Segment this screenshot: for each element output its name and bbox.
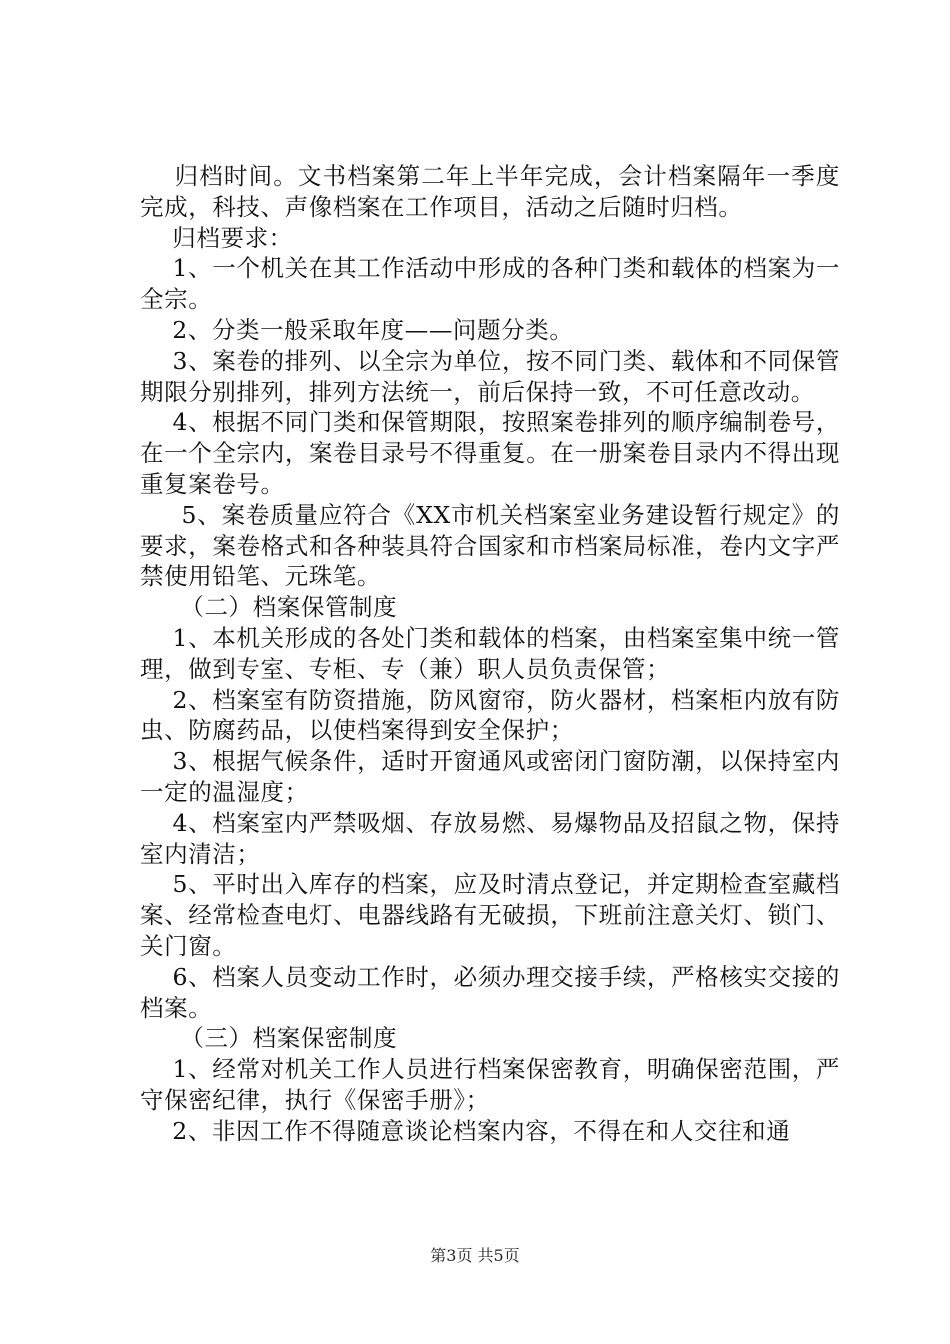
- paragraph: 4、根据不同门类和保管期限，按照案卷排列的顺序编制卷号，在一个全宗内，案卷目录号不得重复。在一册案卷目录内不得出现重复案卷号。: [140, 408, 840, 498]
- section-heading: （二）档案保管制度: [140, 593, 398, 622]
- paragraph: 2、非因工作不得随意谈论档案内容，不得在和人交往和通: [140, 1116, 791, 1145]
- paragraph: 4、档案室内严禁吸烟、存放易燃、易爆物品及招鼠之物，保持室内清洁；: [140, 808, 840, 868]
- paragraph: 3、根据气候条件，适时开窗通风或密闭门窗防潮，以保持室内一定的温湿度；: [140, 747, 840, 806]
- paragraph: 5、平时出入库存的档案，应及时清点登记，并定期检查室藏档案、经常检查电灯、电器线路有无破损，下班前注意关灯、锁门、关门窗。: [140, 870, 840, 960]
- paragraph: 2、分类一般采取年度——问题分类。: [140, 315, 574, 344]
- paragraph: 6、档案人员变动工作时，必须办理交接手续，严格核实交接的档案。: [140, 962, 840, 1022]
- paragraph: 3、案卷的排列、以全宗为单位，按不同门类、载体和不同保管期限分别排列，排列方法统一，前后保持一致，不可任意改动。: [140, 346, 840, 406]
- paragraph: 1、一个机关在其工作活动中形成的各种门类和载体的档案为一全宗。: [140, 254, 840, 314]
- paragraph: 2、档案室有防资措施，防风窗帘，防火器材，档案柜内放有防虫、防腐药品，以使档案得到安全保护；: [140, 685, 840, 745]
- page-footer: [0, 1246, 950, 1266]
- section-heading: （三）档案保密制度: [140, 1024, 398, 1053]
- paragraph: 1、经常对机关工作人员进行档案保密教育，明确保密范围，严守保密纪律，执行《保密手册》；: [140, 1055, 840, 1114]
- paragraph: 归档要求：: [140, 223, 293, 252]
- paragraph: 归档时间。文书档案第二年上半年完成，会计档案隔年一季度完成，科技、声像档案在工作项目，活动之后随时归档。: [140, 162, 841, 221]
- document-body: [140, 161, 840, 1147]
- page-number: 第3页 共5页: [430, 1246, 520, 1265]
- paragraph: 1、本机关形成的各处门类和载体的档案，由档案室集中统一管理，做到专室、专柜、专（兼）职人员负责保管；: [140, 623, 840, 683]
- paragraph: 5、案卷质量应符合《XX市机关档案室业务建设暂行规定》的要求，案卷格式和各种装具符合国家和市档案局标准，卷内文字严禁使用铅笔、元珠笔。: [140, 500, 840, 591]
